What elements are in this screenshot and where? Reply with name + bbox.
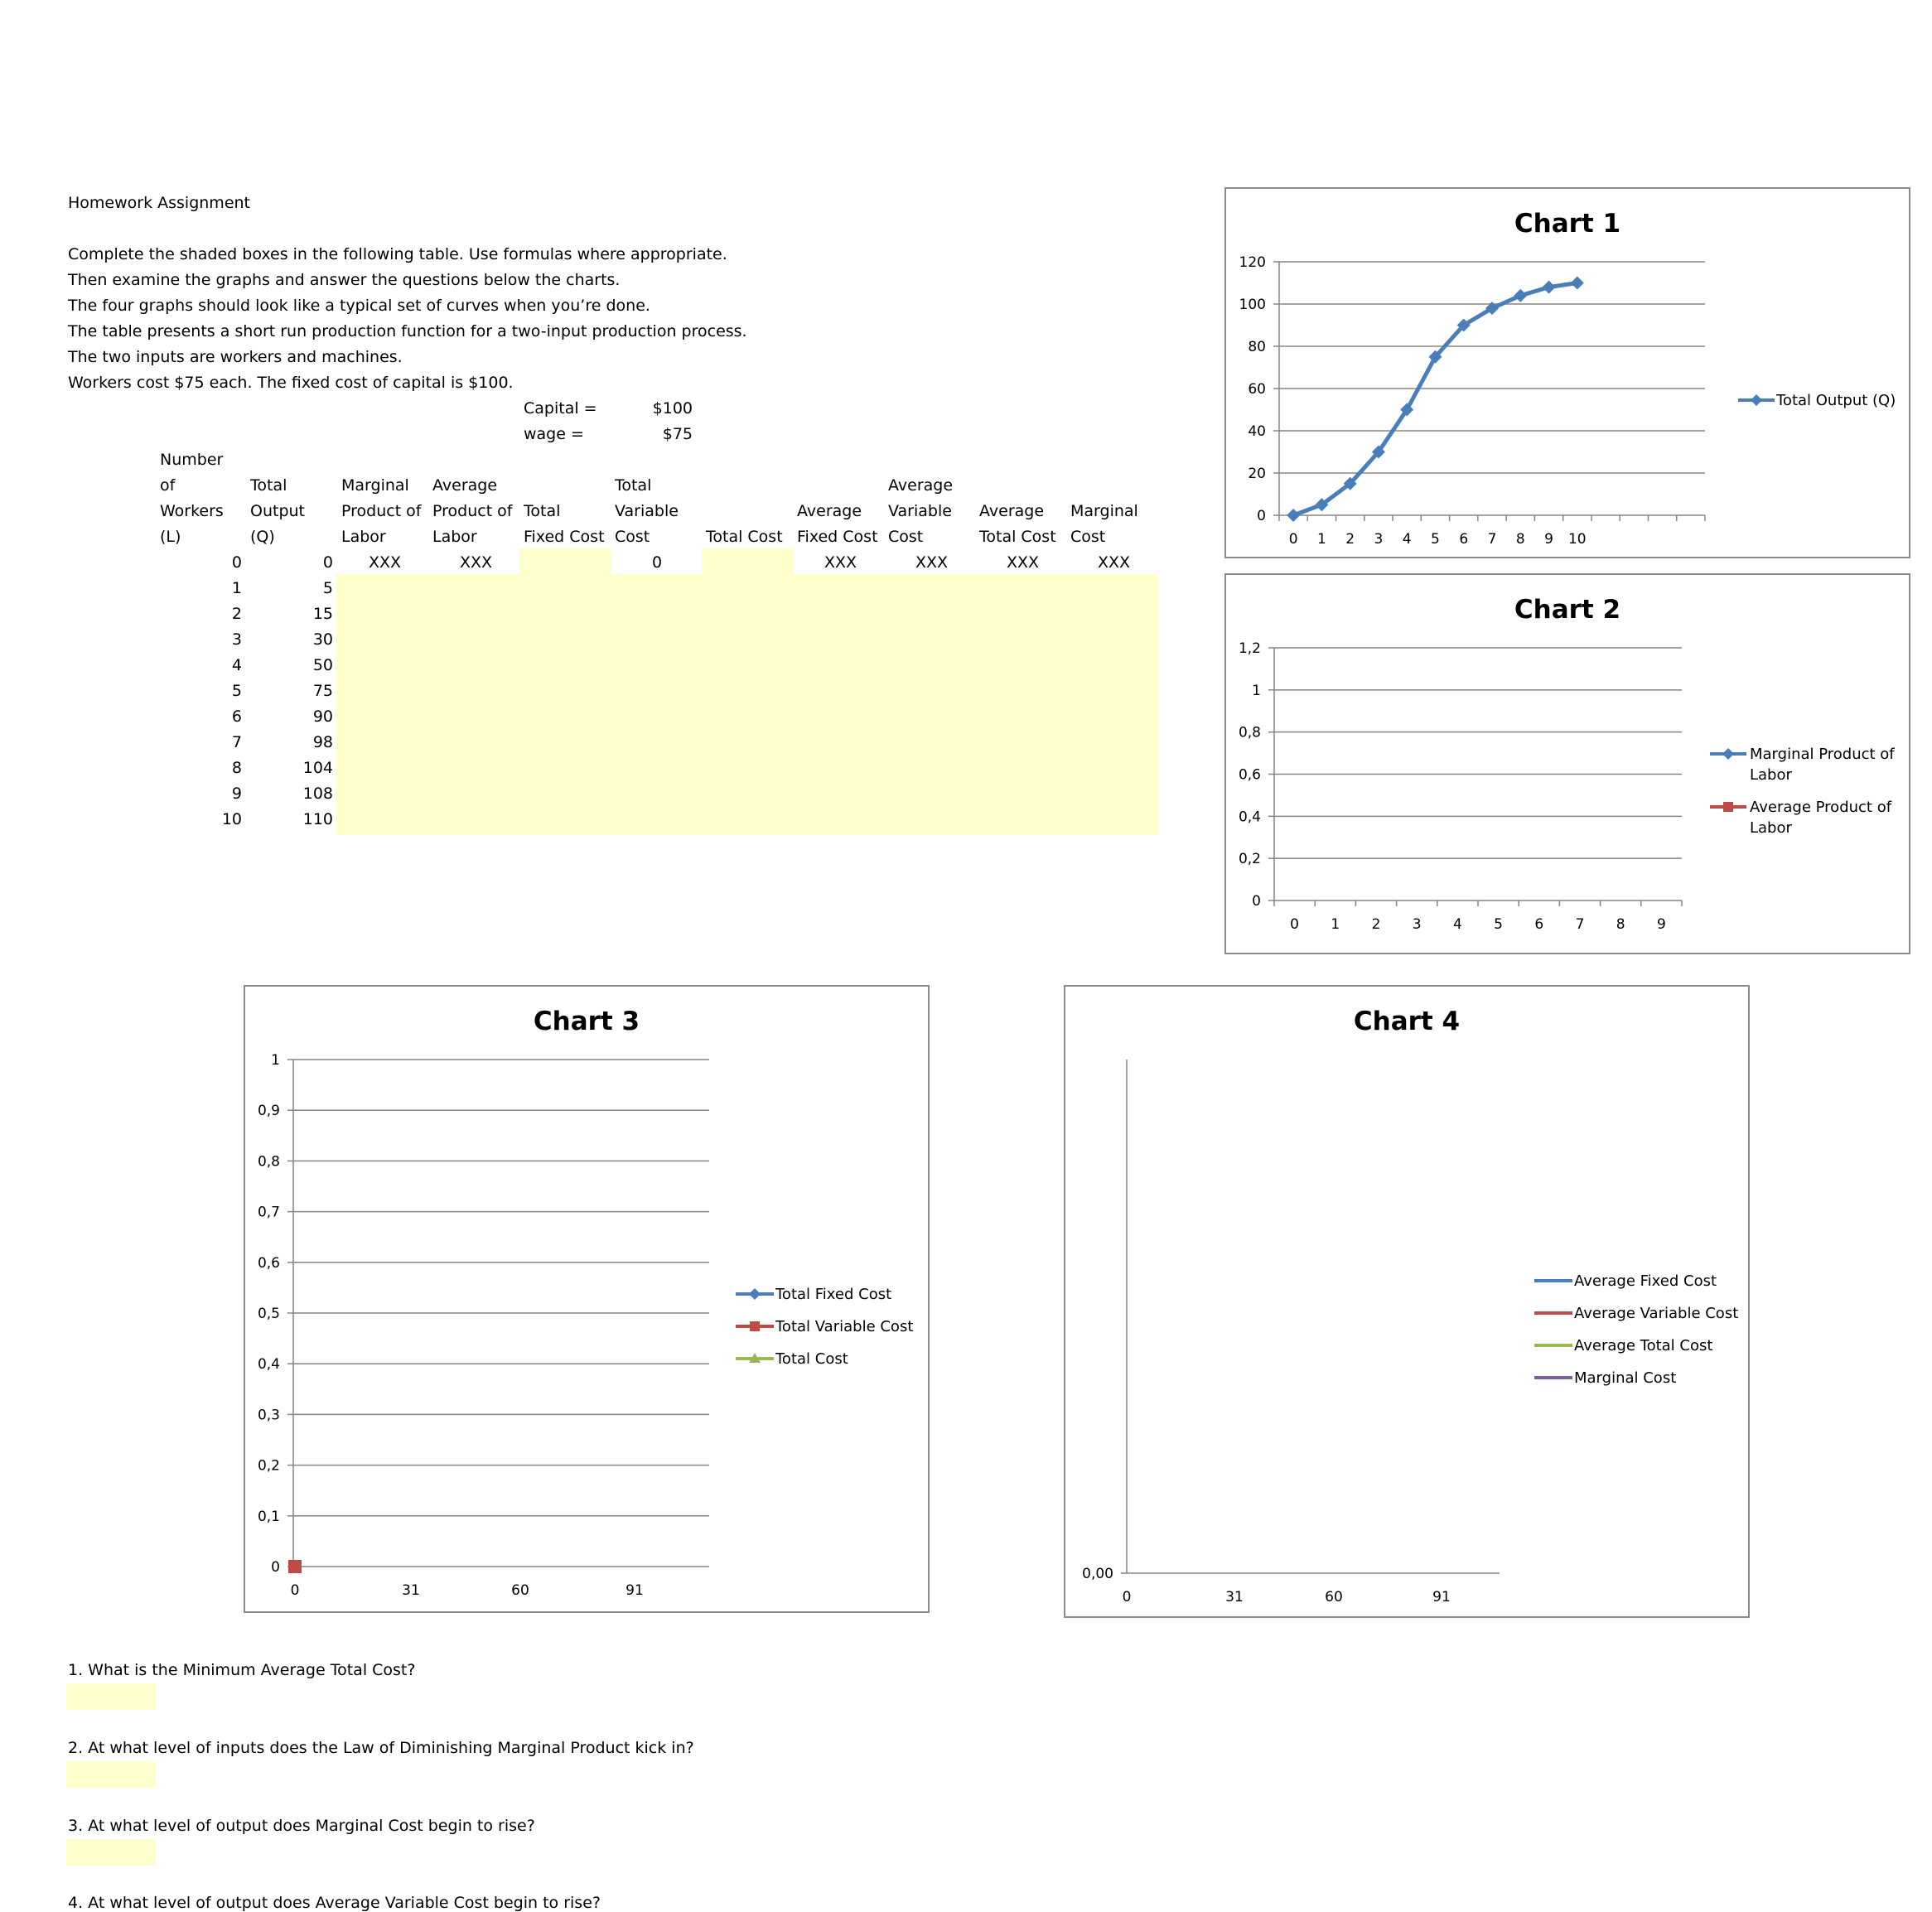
x-tick-label: 91 [1432,1589,1451,1605]
question-4: 4. At what level of output does Average Variable Cost begin to rise? [68,1894,601,1912]
x-tick-label: 0 [1288,531,1298,548]
instruction-line: The four graphs should look like a typical set of curves when you’re done. [68,297,650,315]
y-tick-label: 0,00 [1082,1566,1113,1582]
legend-label-avc: Average Variable Cost [1574,1305,1739,1322]
legend-label-tc: Total Cost [775,1350,848,1368]
workers-cell: 3 [231,630,242,649]
chart-4-title: Chart 4 [1353,1007,1461,1036]
x-tick-label: 10 [1567,531,1587,548]
y-tick-label: 0,2 [257,1457,280,1475]
y-tick-label: 0,4 [257,1356,280,1374]
mc-row0: XXX [1098,553,1131,572]
workers-cell: 8 [231,759,242,777]
x-tick-label: 9 [1656,916,1666,933]
x-tick-label: 2 [1371,916,1381,933]
y-tick-label: 1,2 [1238,640,1261,657]
header-workers: (L) [160,528,181,546]
y-tick-label: 40 [1248,423,1266,440]
y-tick-label: 1 [271,1052,280,1069]
output-cell: 110 [302,810,333,828]
legend-label-apl [1750,799,1896,837]
output-cell: 50 [312,656,333,674]
legend-label-mpl-line1: Marginal Product of [1750,746,1895,763]
header-avc: Variable [888,502,952,520]
data-point-total-output [1514,289,1527,302]
y-tick-label: 0,1 [257,1508,280,1525]
instruction-line: Workers cost $75 each. The fixed cost of capital is $100. [68,374,514,392]
data-point-total-output [1543,281,1556,294]
header-tc: Total Cost [706,528,783,546]
x-tick-label: 0 [1122,1589,1132,1605]
y-tick-label: 100 [1239,297,1266,313]
header-tvc: Total [615,476,652,495]
legend-label-apl-line1: Average Product of [1750,799,1892,816]
legend-label-mpl-line2: Labor [1750,766,1792,784]
chart-2-legend [1710,746,1899,837]
wage-label: wage = [524,425,584,443]
chart-3-title: Chart 3 [533,1007,640,1036]
data-point-total-output [1571,277,1584,290]
instruction-line: Then examine the graphs and answer the questions below the charts. [68,271,621,289]
legend-marker-total-output [1751,394,1762,406]
output-cell: 75 [312,682,333,700]
chart-4-svg [1065,987,1748,1616]
header-tfc: Fixed Cost [524,528,605,546]
chart-1 [1224,187,1910,558]
question-3: 3. At what level of output does Marginal Cost begin to rise? [68,1817,535,1835]
avc-row0: XXX [915,553,949,572]
x-tick-label: 31 [1225,1589,1244,1605]
tvc-row0: 0 [652,553,663,572]
output-cell: 98 [312,733,333,751]
x-tick-label: 4 [1452,916,1462,933]
workers-cell: 0 [231,553,242,572]
x-tick-label: 7 [1575,916,1585,933]
legend-label-tfc: Total Fixed Cost [775,1286,892,1303]
x-tick-label: 8 [1515,531,1525,548]
legend-label-apl-line2: Labor [1750,819,1792,837]
output-cell: 90 [312,707,333,726]
output-cell: 5 [322,579,333,597]
legend-label-total-output: Total Output (Q) [1776,392,1896,409]
shaded-cell-tc-0[interactable] [702,548,793,576]
series-line-total-output [1293,283,1577,516]
y-tick-label: 80 [1248,339,1266,355]
y-tick-label: 0,9 [257,1103,280,1120]
chart-3-svg [245,987,928,1611]
y-tick-label: 0,8 [1238,724,1261,741]
x-tick-label: 60 [1325,1589,1343,1605]
header-workers: Workers [160,502,224,520]
data-point-total-variable-cost [288,1560,302,1573]
instruction-line: The table presents a short run production function for a two-input production process. [68,322,747,340]
y-tick-label: 0,8 [257,1153,280,1171]
header-output: Output [250,502,305,520]
header-tvc: Cost [615,528,650,546]
legend-marker-tvc [750,1321,760,1331]
header-mpl: Product of [341,502,422,520]
apl-row0: XXX [460,553,493,572]
answer-box-3[interactable] [66,1839,156,1866]
x-tick-label: 31 [402,1582,420,1599]
legend-marker-mpl [1722,748,1734,760]
legend-label-mpl [1750,746,1899,784]
x-tick-label: 7 [1487,531,1497,548]
chart-4-legend [1534,1272,1738,1387]
atc-row0: XXX [1007,553,1040,572]
instruction-line: Complete the shaded boxes in the following table. Use formulas where appropriate. [68,245,727,263]
question-1: 1. What is the Minimum Average Total Cost? [68,1661,416,1679]
legend-marker-apl [1723,802,1733,812]
instruction-line: The two inputs are workers and machines. [68,348,403,366]
y-tick-label: 0,6 [1238,766,1261,784]
answer-box-2[interactable] [66,1761,156,1788]
header-atc: Average [979,502,1045,520]
output-cell: 15 [312,605,333,623]
shaded-cell-tfc-0[interactable] [519,548,611,576]
header-mpl: Labor [341,528,386,546]
x-tick-label: 3 [1412,916,1422,933]
header-atc: Total Cost [979,528,1056,546]
output-cell: 0 [322,553,333,572]
x-tick-label: 3 [1374,531,1384,548]
x-tick-label: 4 [1402,531,1412,548]
header-avc: Cost [888,528,924,546]
output-cell: 104 [302,759,333,777]
chart-1-legend [1738,392,1896,409]
chart-1-svg [1226,189,1909,557]
chart-2-title: Chart 2 [1514,595,1621,625]
x-tick-label: 6 [1459,531,1469,548]
output-cell: 108 [302,785,333,803]
x-tick-label: 0 [290,1582,300,1599]
legend-label-afc: Average Fixed Cost [1574,1272,1717,1290]
header-apl: Average [432,476,498,495]
chart-3-legend [736,1286,913,1368]
workers-cell: 2 [231,605,242,623]
header-afc: Fixed Cost [797,528,878,546]
shaded-table-area[interactable] [336,574,1158,835]
output-cell: 30 [312,630,333,649]
header-workers: of [160,476,176,495]
x-tick-label: 5 [1431,531,1440,548]
y-tick-label: 0 [1252,893,1261,910]
header-workers: Number [160,451,224,469]
x-tick-label: 9 [1544,531,1553,548]
header-apl: Labor [432,528,477,546]
chart-2 [1224,573,1910,954]
capital-label: Capital = [524,399,597,418]
x-tick-label: 60 [511,1582,529,1599]
chart-1-title: Chart 1 [1514,209,1621,239]
header-apl: Product of [432,502,513,520]
x-tick-label: 2 [1345,531,1355,548]
header-mpl: Marginal [341,476,409,495]
mpl-row0: XXX [369,553,402,572]
workers-cell: 10 [221,810,242,828]
header-mc: Marginal [1070,502,1138,520]
header-afc: Average [797,502,862,520]
x-tick-label: 5 [1494,916,1504,933]
y-tick-label: 0,4 [1238,809,1261,826]
y-tick-label: 0,5 [257,1306,280,1322]
question-2: 2. At what level of inputs does the Law of Diminishing Marginal Product kick in? [68,1739,694,1757]
y-tick-label: 0,2 [1238,851,1261,868]
x-tick-label: 1 [1316,531,1326,548]
afc-row0: XXX [824,553,857,572]
y-tick-label: 1 [1252,682,1261,699]
x-tick-label: 0 [1290,916,1300,933]
header-output: Total [250,476,287,495]
legend-marker-tfc [749,1288,761,1300]
y-tick-label: 0,3 [257,1407,280,1424]
y-tick-label: 0,6 [257,1254,280,1272]
x-tick-label: 8 [1616,916,1625,933]
y-tick-label: 20 [1248,466,1266,482]
workers-cell: 5 [231,682,242,700]
answer-box-1[interactable] [66,1683,156,1710]
workers-cell: 4 [231,656,242,674]
header-tvc: Variable [615,502,679,520]
chart-2-svg [1226,575,1909,953]
wage-value: $75 [662,425,693,443]
legend-label-atc: Average Total Cost [1574,1337,1713,1354]
workers-cell: 1 [231,579,242,597]
legend-label-mc: Marginal Cost [1574,1369,1677,1387]
header-avc: Average [888,476,954,495]
y-tick-label: 120 [1239,254,1266,271]
chart-3 [244,985,930,1613]
chart-4 [1064,985,1750,1618]
data-point-total-output [1287,509,1300,522]
y-tick-label: 0 [1257,508,1266,524]
x-tick-label: 1 [1331,916,1340,933]
header-tfc: Total [524,502,561,520]
workers-cell: 6 [231,707,242,726]
header-mc: Cost [1070,528,1106,546]
header-output: (Q) [250,528,275,546]
legend-label-tvc: Total Variable Cost [775,1318,914,1335]
y-tick-label: 60 [1248,381,1266,398]
workers-cell: 9 [231,785,242,803]
capital-value: $100 [652,399,693,418]
y-tick-label: 0 [271,1559,280,1576]
workers-cell: 7 [231,733,242,751]
x-tick-label: 6 [1534,916,1544,933]
y-tick-label: 0,7 [257,1204,280,1221]
assignment-title: Homework Assignment [68,194,250,212]
x-tick-label: 91 [625,1582,644,1599]
